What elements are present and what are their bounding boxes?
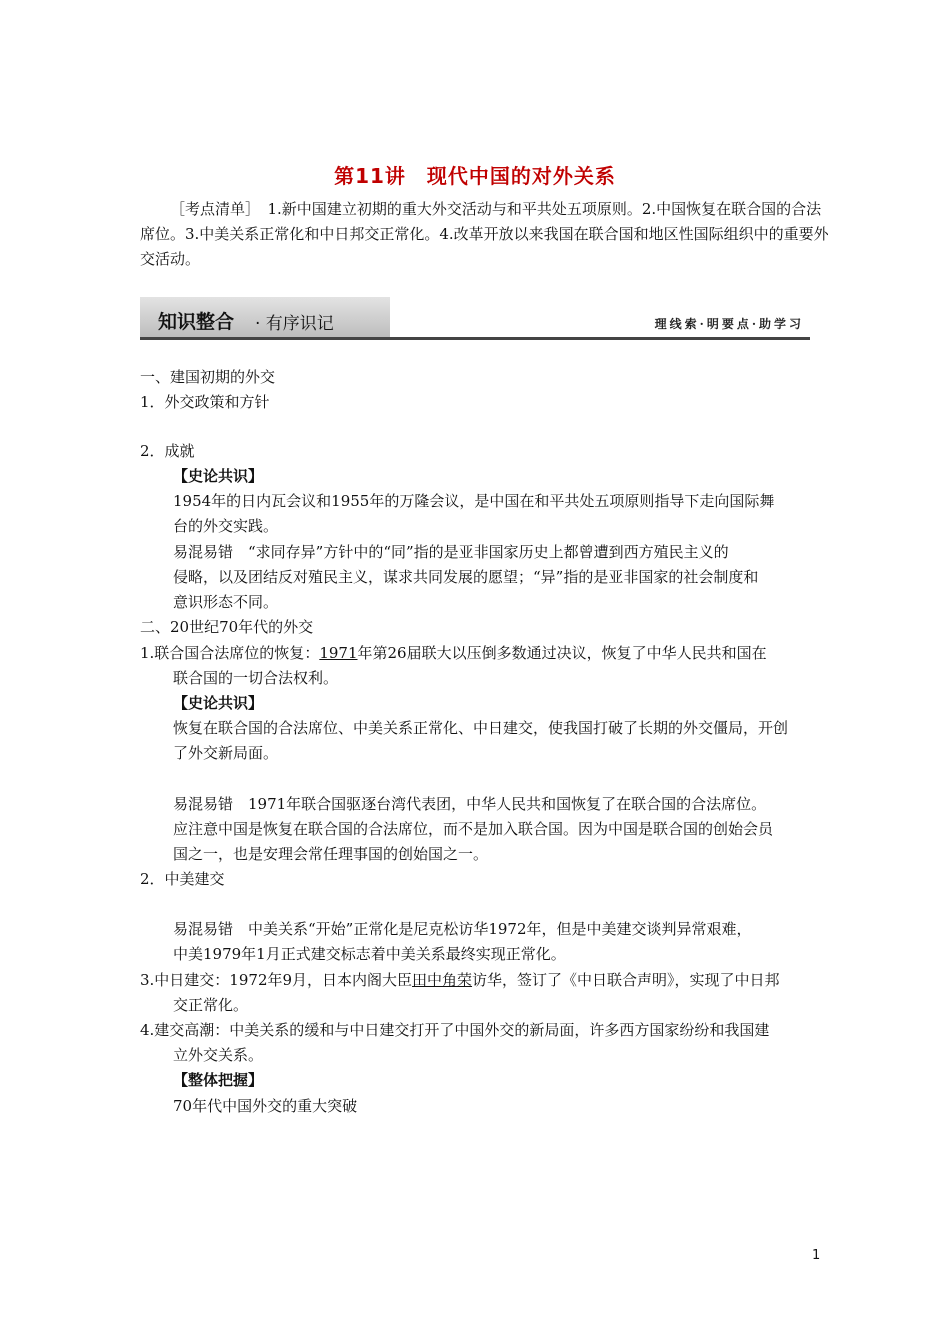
section-2-item-4: 4.建交高潮：中美关系的缓和与中日建交打开了中国外交的新局面，许多西方国家纷纷和我国建	[140, 1021, 770, 1039]
item-3-name: 田中角荣	[412, 971, 473, 989]
consensus-text-line: 台的外交实践。	[173, 517, 279, 535]
overview-text: 70年代中国外交的重大突破	[173, 1097, 358, 1115]
overview-tag: 【整体把握】	[173, 1071, 264, 1089]
pitfall-text-line: 国之一，也是安理会常任理事国的创始国之一。	[173, 845, 489, 863]
section-2-item-2: 2．中美建交	[140, 870, 225, 888]
banner-sub-label: · 有序识记	[255, 314, 334, 334]
section-2-item-3	[140, 970, 780, 990]
consensus-tag: 【史论共识】	[173, 467, 264, 485]
banner-tab	[140, 297, 390, 337]
pitfall-text-line: 应注意中国是恢复在联合国的合法席位，而不是加入联合国。因为中国是联合国的创始会员	[173, 820, 774, 838]
consensus-tag: 【史论共识】	[173, 694, 264, 712]
page-title: 第11讲 现代中国的对外关系	[334, 164, 616, 188]
banner-main-label: 知识整合	[158, 311, 235, 333]
consensus-text-line: 1954年的日内瓦会议和1955年的万隆会议，是中国在和平共处五项原则指导下走向国际舞	[173, 492, 775, 510]
section-1-item-2: 2．成就	[140, 442, 195, 460]
pitfall-text-line: 中美1979年1月正式建交标志着中美关系最终实现正常化。	[173, 945, 566, 963]
pitfall-text-line: 易混易错 1971年联合国驱逐台湾代表团，中华人民共和国恢复了在联合国的合法席位。	[173, 795, 767, 813]
section-banner	[140, 297, 810, 340]
pitfall-text-line: 侵略，以及团结反对殖民主义，谋求共同发展的愿望；“异”指的是亚非国家的社会制度和	[173, 568, 759, 586]
item-1-suffix: 年第26届联大以压倒多数通过决议，恢复了中华人民共和国在	[357, 644, 767, 662]
item-3-suffix: 访华，签订了《中日联合声明》，实现了中日邦	[472, 971, 780, 989]
section-2-item-4-cont: 立外交关系。	[173, 1046, 264, 1064]
section-2-heading: 二、20世纪70年代的外交	[140, 618, 314, 636]
item-1-prefix: 1.联合国合法席位的恢复：	[140, 644, 320, 662]
pitfall-text-line: 易混易错 “求同存异”方针中的“同”指的是亚非国家历史上都曾遭到西方殖民主义的	[173, 543, 729, 561]
section-2-item-1-cont: 联合国的一切合法权利。	[173, 669, 339, 687]
pitfall-text-line: 易混易错 中美关系“开始”正常化是尼克松访华1972年，但是中美建交谈判异常艰难，	[173, 920, 752, 938]
section-1-item-1: 1．外交政策和方针	[140, 393, 270, 411]
consensus-text-line: 恢复在联合国的合法席位、中美关系正常化、中日建交，使我国打破了长期的外交僵局，开创	[173, 719, 789, 737]
section-1-heading: 一、建国初期的外交	[140, 368, 276, 386]
item-1-year: 1971	[319, 644, 358, 662]
section-2-item-3-cont: 交正常化。	[173, 996, 249, 1014]
pitfall-text-line: 意识形态不同。	[173, 593, 279, 611]
section-2-item-1	[140, 643, 767, 663]
consensus-text-line: 了外交新局面。	[173, 744, 279, 762]
item-3-prefix: 3.中日建交：1972年9月，日本内阁大臣	[140, 971, 413, 989]
banner-right-label: 理线索·明要点·助学习	[654, 317, 804, 331]
exam-points-list: ［考点清单］ 1.新中国建立初期的重大外交活动与和平共处五项原则。2.中国恢复在联合国的合法席位。3.中美关系正常化和中日邦交正常化。4.改革开放以来我国在联合国和地区性国际组织中的重要外交活动。	[140, 200, 829, 268]
page-number: 1	[812, 1248, 821, 1263]
